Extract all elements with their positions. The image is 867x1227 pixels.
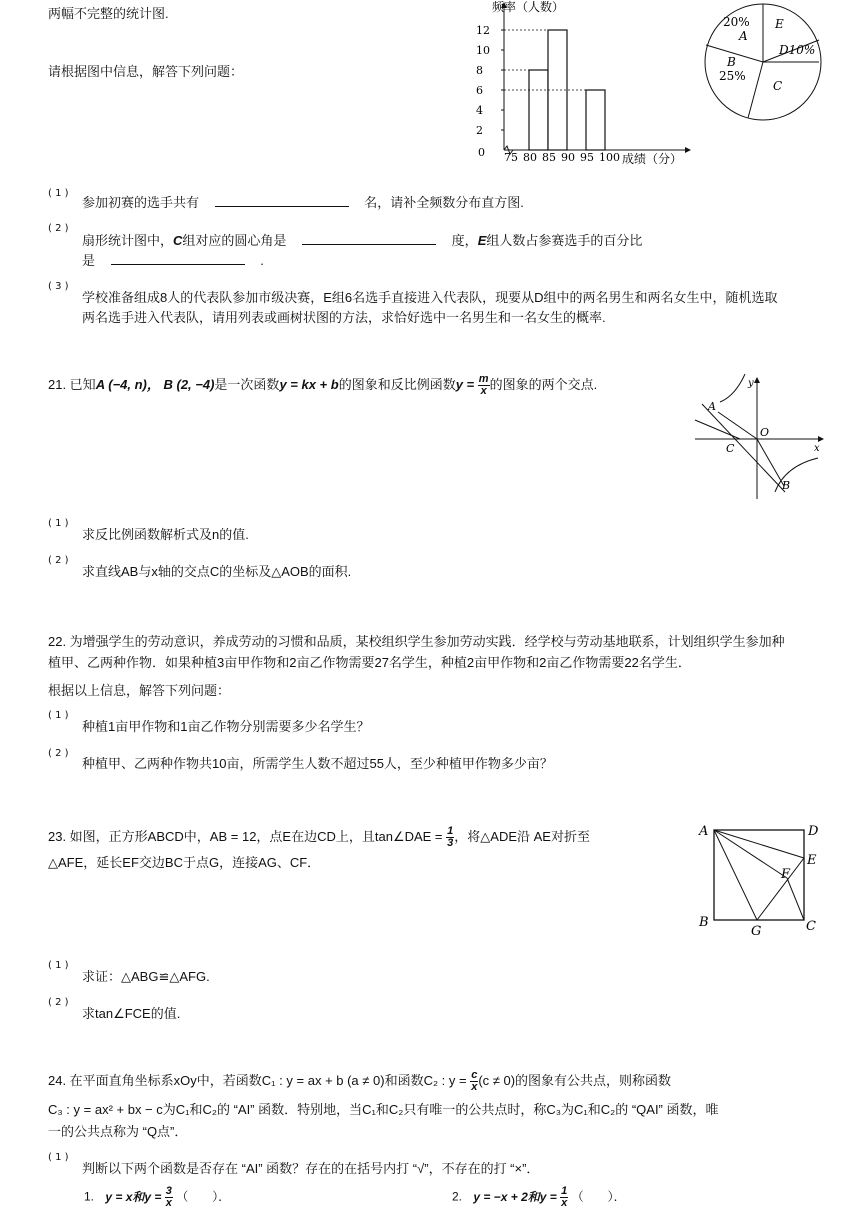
x-tick-label: 90: [561, 151, 575, 164]
q20-p1-num: ( 1 ): [48, 188, 69, 199]
q20-p3-num: ( 3 ): [48, 281, 69, 292]
point-b-label: B: [782, 479, 791, 492]
q21-stem-d: 是一次函数: [214, 377, 280, 392]
intro-tail: 两幅不完整的统计图.: [48, 6, 169, 21]
q21-graph: [690, 374, 825, 502]
q22-p1-num: ( 1 ): [48, 710, 69, 721]
instruction: 请根据图中信息，解答下列问题：: [48, 64, 244, 79]
fraction-m-over-x: $\frac{m}{x}$: [478, 373, 489, 398]
item2-functions: y = −x + 2和y =: [473, 1189, 557, 1204]
q20-p2-text-b: 组对应的圆心角是: [182, 233, 287, 248]
q24-item1: [84, 1186, 230, 1209]
answer-blank[interactable]: [302, 244, 436, 245]
x-tick-label: 100: [599, 151, 620, 164]
var-e: E: [477, 233, 487, 248]
q20-p3-line1: 学校准备组成8人的代表队参加市级决赛，E组6名选手直接进入代表队，现要从D组中的两名男生和两名女生中，随机选取: [82, 290, 778, 305]
fraction-1-over-x: $\frac{1}{x}$: [561, 1185, 568, 1209]
q24-p1-text: 判断以下两个函数是否存在 “AI” 函数？存在的在括号内打 “√”，不存在的打 “×”．: [82, 1161, 540, 1176]
pie-label-a-pct: 20%: [723, 15, 750, 29]
y-tick-label: 0: [478, 146, 485, 159]
pie-slice-edge: [748, 62, 763, 118]
y-tick-label: 8: [476, 64, 483, 77]
answer-parentheses[interactable]: （ ）．: [176, 1189, 231, 1204]
q21-p1-num: ( 1 ): [48, 518, 69, 529]
q23-line1: [48, 826, 590, 849]
q23-line1-a: 23. 如图，正方形ABCD中，AB = 12，点E在边CD上，且tan∠DAE =: [48, 829, 443, 844]
vertex-e: E: [807, 853, 817, 868]
q20-p1-text-b: 名，请补全频数分布直方图.: [364, 195, 524, 210]
axis-y-label: y: [748, 378, 754, 389]
vertex-g: G: [751, 924, 762, 939]
pie-label-e: E: [775, 17, 784, 31]
q22-instruction: 根据以上信息，解答下列问题：: [48, 683, 231, 698]
q23-p1-num: ( 1 ): [48, 960, 69, 971]
point-a: A (−4, n)，: [95, 377, 160, 392]
q22-line1: 22. 为增强学生的劳动意识，养成劳动的习惯和品质，某校组织学生参加劳动实践．经学校与劳动基地联系，计划组织学生参加种: [48, 634, 785, 649]
q21-p2-num: ( 2 ): [48, 555, 69, 566]
x-axis-label: 成绩（分）: [622, 152, 683, 166]
q20-p2-num: ( 2 ): [48, 223, 69, 234]
q24-line3: 一的公共点称为 “Q点”．: [48, 1124, 188, 1139]
q23-p1-text: 求证：△ABG≌△AFG.: [82, 969, 210, 984]
q20-p3-line2: 两名选手进入代表队，请用列表或画树状图的方法，求恰好选中一名男生和一名女生的概率.: [82, 310, 606, 325]
q24-line1-b: (c ≠ 0)的图象有公共点，则称函数: [478, 1073, 672, 1088]
bar-80-85: [529, 70, 548, 150]
q23-p2-num: ( 2 ): [48, 997, 69, 1008]
answer-blank[interactable]: [111, 264, 245, 265]
x-axis-arrow: [685, 147, 691, 153]
vertex-a: A: [699, 824, 709, 839]
origin-label: O: [760, 426, 770, 439]
q20-p1: [82, 192, 524, 211]
q20-p2: [82, 230, 642, 249]
point-c-label: C: [726, 442, 735, 455]
vertex-b: B: [699, 915, 709, 930]
q21-stem-f: 的图象和反比例函数: [338, 377, 456, 392]
q22-p2-num: ( 2 ): [48, 748, 69, 759]
q24-line1-a: 24. 在平面直角坐标系xOy中，若函数C₁ : y = ax + b (a ≠ 0)和函数C₂ : y =: [48, 1073, 467, 1088]
y-tick-label: 12: [476, 24, 490, 37]
bar-95-100: [586, 90, 605, 150]
vertex-d: D: [808, 824, 819, 839]
fraction-3-over-x: $\frac{3}{x}$: [165, 1185, 172, 1209]
pie-label-c: C: [773, 79, 783, 93]
q22-line2: 植甲、乙两种作物．如果种植3亩甲作物和2亩乙作物需要27名学生，种植2亩甲作物和2亩乙作物需要22名学生．: [48, 655, 691, 670]
q21-stem-h: 的图象的两个交点.: [489, 377, 598, 392]
q23-figure: [695, 818, 827, 940]
answer-blank[interactable]: [215, 206, 349, 207]
var-c: C: [173, 233, 183, 248]
y-tick-label: 6: [476, 84, 483, 97]
pie-label-b: B: [727, 55, 736, 69]
pie-chart: [703, 0, 827, 128]
q24-line1: [48, 1070, 671, 1093]
pie-label-d: D10%: [779, 43, 816, 57]
x-tick-label: 80: [523, 151, 537, 164]
item1-functions: y = x和y =: [105, 1189, 162, 1204]
answer-parentheses[interactable]: （ ）．: [571, 1189, 626, 1204]
q20-p2-text-f: .: [260, 253, 264, 268]
q21-stem-a: 21. 已知: [48, 377, 96, 392]
point-b: B (2, −4): [163, 377, 215, 392]
y-tick-label: 10: [476, 44, 490, 57]
y-tick-label: 4: [476, 104, 483, 117]
x-tick-label: 95: [580, 151, 594, 164]
vertex-f: F: [781, 867, 791, 882]
q21-p2-text: 求直线AB与x轴的交点C的坐标及△AOB的面积.: [82, 564, 352, 579]
axis-x-label: x: [814, 443, 820, 454]
item-number: 1.: [84, 1189, 95, 1204]
y-axis-label: 频率（人数）: [492, 0, 565, 14]
q24-item2: [452, 1186, 626, 1209]
q20-p1-text-a: 参加初赛的选手共有: [82, 195, 200, 210]
q20-p2-text-e: 是: [82, 253, 96, 268]
vertex-c: C: [806, 919, 816, 934]
q20-p2-text-c: 度，: [451, 233, 478, 248]
pie-label-a: A: [739, 29, 748, 43]
x-tick-label: 85: [542, 151, 556, 164]
pie-label-b-pct: 25%: [719, 69, 746, 83]
x-tick-label: 75: [504, 151, 518, 164]
q22-p1-text: 种植1亩甲作物和1亩乙作物分别需要多少名学生？: [82, 719, 370, 734]
q23-line2: △AFE，延长EF交边BC于点G，连接AG、CF．: [48, 855, 321, 870]
q24-p1-num: ( 1 ): [48, 1152, 69, 1163]
q24-line2: C₃ : y = ax² + bx − c为C₁和C₂的 “AI” 函数．特别地，当C₁和C₂只有唯一的公共点时，称C₃为C₁和C₂的 “QAI” 函数，唯: [48, 1102, 719, 1117]
q23-p2-text: 求tan∠FCE的值.: [82, 1006, 181, 1021]
linear-function: y = kx + b: [279, 377, 339, 392]
q23-line1-b: ，将△ADE沿 AE对折至: [454, 829, 590, 844]
q20-p2-text-d: 组人数占参赛选手的百分比: [486, 233, 643, 248]
fraction-one-third: $\frac{1}{3}$: [447, 825, 454, 850]
inverse-function: y =: [455, 377, 475, 392]
q20-p2-text-a: 扇形统计图中，: [82, 233, 174, 248]
fraction-c-over-x: $\frac{c}{x}$: [471, 1069, 478, 1094]
histogram-chart: [470, 0, 695, 172]
q20-p2-line2: [82, 250, 264, 269]
q21-p1-text: 求反比例函数解析式及n的值.: [82, 527, 249, 542]
item-number: 2.: [452, 1189, 463, 1204]
point-a-label: A: [708, 400, 716, 413]
q22-p2-text: 种植甲、乙两种作物共10亩，所需学生人数不超过55人，至少种植甲作物多少亩？: [82, 756, 553, 771]
y-tick-label: 2: [476, 124, 483, 137]
q21-stem: [48, 374, 597, 397]
